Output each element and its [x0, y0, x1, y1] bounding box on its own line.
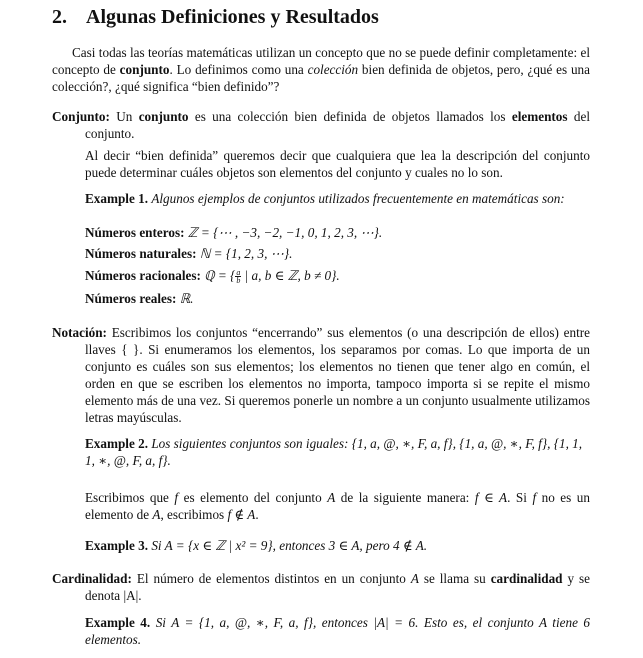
section-heading	[52, 6, 379, 29]
numbers-integers: Números enteros: ℤ = {⋯ , −3, −2, −1, 0, 1, 2, 3, ⋯}.	[85, 225, 383, 240]
fraction-a-over-b: $\frac{a}{b}$	[236, 268, 241, 286]
example-3: Example 3. Si A = {x ∈ ℤ | x² = 9}, entonces 3 ∈ A, pero 4 ∉ A.	[85, 538, 428, 553]
example-4: Example 4. Si A = {1, a, @, ∗, F, a, f}, entonces |A| = 6. Esto es, el conjunto A tiene 6 elementos.	[85, 615, 590, 647]
example-3-label: Example 3.	[85, 538, 149, 553]
example-2-label: Example 2.	[85, 436, 149, 451]
cardinalidad-definition: Cardinalidad: El número de elementos distintos en un conjunto A se llama su cardinalidad y se denota |A|.	[52, 571, 590, 603]
cardinalidad-term: Cardinalidad:	[52, 571, 132, 586]
intro-paragraph: Casi todas las teorías matemáticas utilizan un concepto que no se puede definir completamente: el concepto de conjunto. Lo definimos como una colección bien definida de objetos, pero, ¿qué es una colección?, ¿qué significa “bien definido”?	[52, 45, 591, 94]
section-title: Algunas Definiciones y Resultados	[86, 6, 379, 28]
element-notation-paragraph: Escribimos que f es elemento del conjunto A de la siguiente manera: f ∈ A. Si f no es un elemento de A, escribimos f ∉ A.	[85, 490, 590, 522]
conjunto-definition: Conjunto: Un conjunto es una colección bien definida de objetos llamados los elementos del conjunto.	[52, 109, 590, 141]
numbers-rationals: Números racionales: ℚ = { $\frac{a}{b}$ | a, b ∈ ℤ, b ≠ 0}.	[85, 268, 340, 286]
example-4-label: Example 4.	[85, 615, 151, 630]
conjunto-term: Conjunto:	[52, 109, 110, 124]
conjunto-explanation: Al decir “bien definida” queremos decir que cualquiera que lea la descripción del conjunto puede determinar cuáles objetos son elementos del conjunto y cuales no lo son.	[85, 148, 590, 180]
example-1-label: Example 1.	[85, 191, 149, 206]
notacion-term: Notación:	[52, 325, 107, 340]
example-2: Example 2. Los siguientes conjuntos son iguales: {1, a, @, ∗, F, a, f}, {1, a, @, ∗, F, f}, {1, 1, 1, ∗, @, F, a, f}.	[85, 436, 583, 468]
numbers-naturals: Números naturales: ℕ = {1, 2, 3, ⋯}.	[85, 246, 293, 261]
example-1: Example 1. Algunos ejemplos de conjuntos utilizados frecuentemente en matemáticas son:	[85, 191, 565, 206]
notacion-definition: Notación: Escribimos los conjuntos “encerrando” sus elementos (o una descripción de ellos) entre llaves { }. Si enumeramos los elementos, los separamos por comas. Lo que importa de un conjunto es cuáles son sus elementos; los elementos no tienen que tener algo en común, el orden en que se escriben los elementos no importa, tampoco importa si se repite el mismo elemento más de una vez. Si queremos ponerle un nombre a un conjunto usualmente utilizamos letras mayúsculas.	[52, 325, 590, 425]
numbers-reals: Números reales: ℝ.	[85, 291, 194, 306]
section-number: 2.	[52, 6, 67, 28]
